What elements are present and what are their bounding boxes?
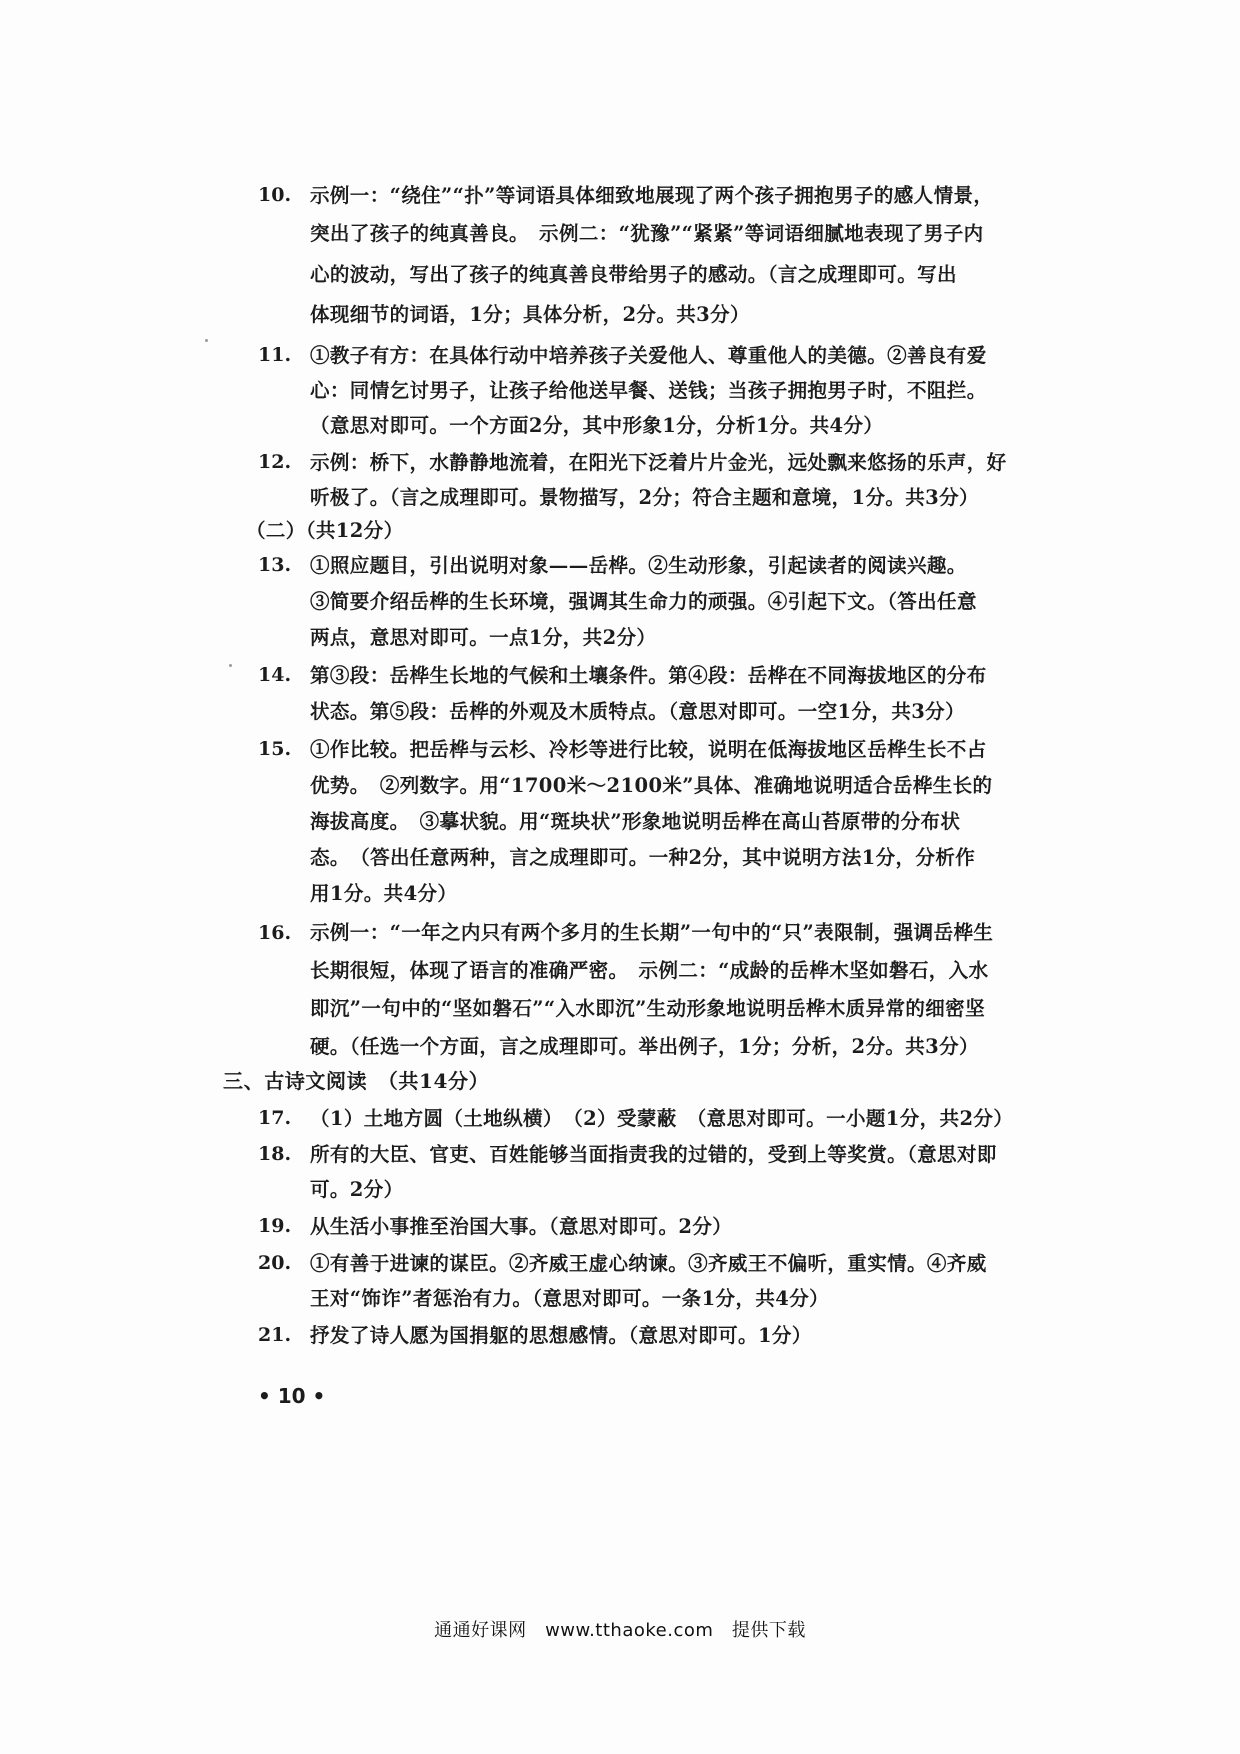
item-number: 21.: [258, 1324, 292, 1346]
item-number: 17.: [258, 1107, 292, 1129]
answer-line: 状态。第⑤段：岳桦的外观及木质特点。（意思对即可。一空1分，共3分）: [310, 700, 965, 723]
item-number: 18.: [258, 1143, 292, 1165]
answer-line: ③简要介绍岳桦的生长环境，强调其生命力的顽强。④引起下文。（答出任意: [310, 590, 977, 613]
item-number: 13.: [258, 554, 292, 576]
answer-line: 第③段：岳桦生长地的气候和土壤条件。第④段：岳桦在不同海拔地区的分布: [310, 664, 987, 687]
answer-line: 优势。 ②列数字。用“1700米～2100米”具体、准确地说明适合岳桦生长的: [310, 774, 993, 797]
item-number: 11.: [258, 344, 292, 366]
answer-line: 心：同情乞讨男子，让孩子给他送早餐、送钱；当孩子拥抱男子时，不阻拦。: [310, 379, 987, 402]
answer-item-13: [258, 548, 1018, 656]
item-number: 19.: [258, 1215, 292, 1237]
page-number: • 10 •: [258, 1384, 326, 1408]
answer-item-15: [258, 732, 1018, 912]
answer-line: 王对“饰诈”者惩治有力。（意思对即可。一条1分，共4分）: [310, 1287, 830, 1310]
answer-line: 示例：桥下，水静静地流着，在阳光下泛着片片金光，远处飘来悠扬的乐声，好: [310, 451, 1007, 474]
answer-line: 所有的大臣、官吏、百姓能够当面指责我的过错的，受到上等奖赏。（意思对即: [310, 1143, 997, 1166]
answer-item-10: [258, 178, 1018, 334]
answer-line: ①照应题目，引出说明对象——岳桦。②生动形象，引起读者的阅读兴趣。: [310, 554, 967, 577]
answer-line: 用1分。共4分）: [310, 882, 458, 905]
answer-line: （意思对即可。一个方面2分，其中形象1分，分析1分。共4分）: [310, 414, 884, 437]
answer-line: ①有善于进谏的谋臣。②齐威王虚心纳谏。③齐威王不偏听，重实情。④齐威: [310, 1252, 987, 1275]
answer-line: 突出了孩子的纯真善良。 示例二：“犹豫”“紧紧”等词语细腻地表现了男子内: [310, 222, 984, 245]
answer-line: ①教子有方：在具体行动中培养孩子关爱他人、尊重他人的美德。②善良有爱: [310, 344, 987, 367]
subsection-heading: （二）（共12分）: [246, 519, 404, 542]
answer-content: [223, 178, 1018, 1353]
answer-line: 硬。（任选一个方面，言之成理即可。举出例子，1分；分析，2分。共3分）: [310, 1035, 979, 1058]
answer-line: 即沉”一句中的“坚如磐石”“入水即沉”生动形象地说明岳桦木质异常的细密坚: [310, 997, 985, 1020]
answer-item-17: [258, 1101, 1018, 1136]
scan-speck: [205, 339, 208, 342]
item-number: 20.: [258, 1252, 292, 1274]
answer-item-14: [258, 658, 1018, 730]
answer-item-18: [258, 1137, 1018, 1207]
footer-watermark-text: 通通好课网 www.tthaoke.com 提供下载: [434, 1620, 806, 1641]
answer-item-12: [258, 445, 1018, 515]
answer-line: 态。 （答出任意两种，言之成理即可。一种2分，其中说明方法1分，分析作: [310, 846, 976, 869]
answer-line: 示例一：“绕住”“扑”等词语具体细致地展现了两个孩子拥抱男子的感人情景，: [310, 184, 994, 207]
answer-item-16: [258, 914, 1018, 1066]
item-number: 12.: [258, 451, 292, 473]
answer-line: 心的波动，写出了孩子的纯真善良带给男子的感动。（言之成理即可。写出: [310, 263, 957, 286]
section-heading: 三、古诗文阅读 （共14分）: [223, 1069, 490, 1093]
answer-line: （1）土地方圆（土地纵横） （2）受蒙蔽 （意思对即可。一小题1分，共2分）: [310, 1107, 1014, 1130]
answer-item-11: [258, 338, 1018, 443]
answer-line: 从生活小事推至治国大事。（意思对即可。2分）: [310, 1215, 733, 1238]
answer-line: 两点，意思对即可。一点1分，共2分）: [310, 626, 657, 649]
answer-item-20: [258, 1246, 1018, 1316]
answer-line: ①作比较。把岳桦与云杉、冷杉等进行比较，说明在低海拔地区岳桦生长不占: [310, 738, 987, 761]
item-number: 14.: [258, 664, 292, 686]
answer-line: 海拔高度。 ③摹状貌。用“斑块状”形象地说明岳桦在高山苔原带的分布状: [310, 810, 961, 833]
scan-speck: [229, 664, 232, 667]
item-number: 10.: [258, 184, 292, 206]
answer-line: 长期很短，体现了语言的准确严密。 示例二：“成龄的岳桦木坚如磐石，入水: [310, 959, 989, 982]
answer-line: 体现细节的词语，1分；具体分析，2分。共3分）: [310, 303, 750, 326]
answer-line: 示例一：“一年之内只有两个多月的生长期”一句中的“只”表限制，强调岳桦生: [310, 921, 994, 944]
item-number: 15.: [258, 738, 292, 760]
answer-item-19: [258, 1209, 1018, 1244]
answer-item-21: [258, 1318, 1018, 1353]
answer-line: 听极了。（言之成理即可。景物描写，2分；符合主题和意境，1分。共3分）: [310, 486, 979, 509]
answer-line: 可。2分）: [310, 1178, 404, 1201]
answer-line: 抒发了诗人愿为国捐躯的思想感情。（意思对即可。1分）: [310, 1324, 812, 1347]
item-number: 16.: [258, 922, 292, 944]
